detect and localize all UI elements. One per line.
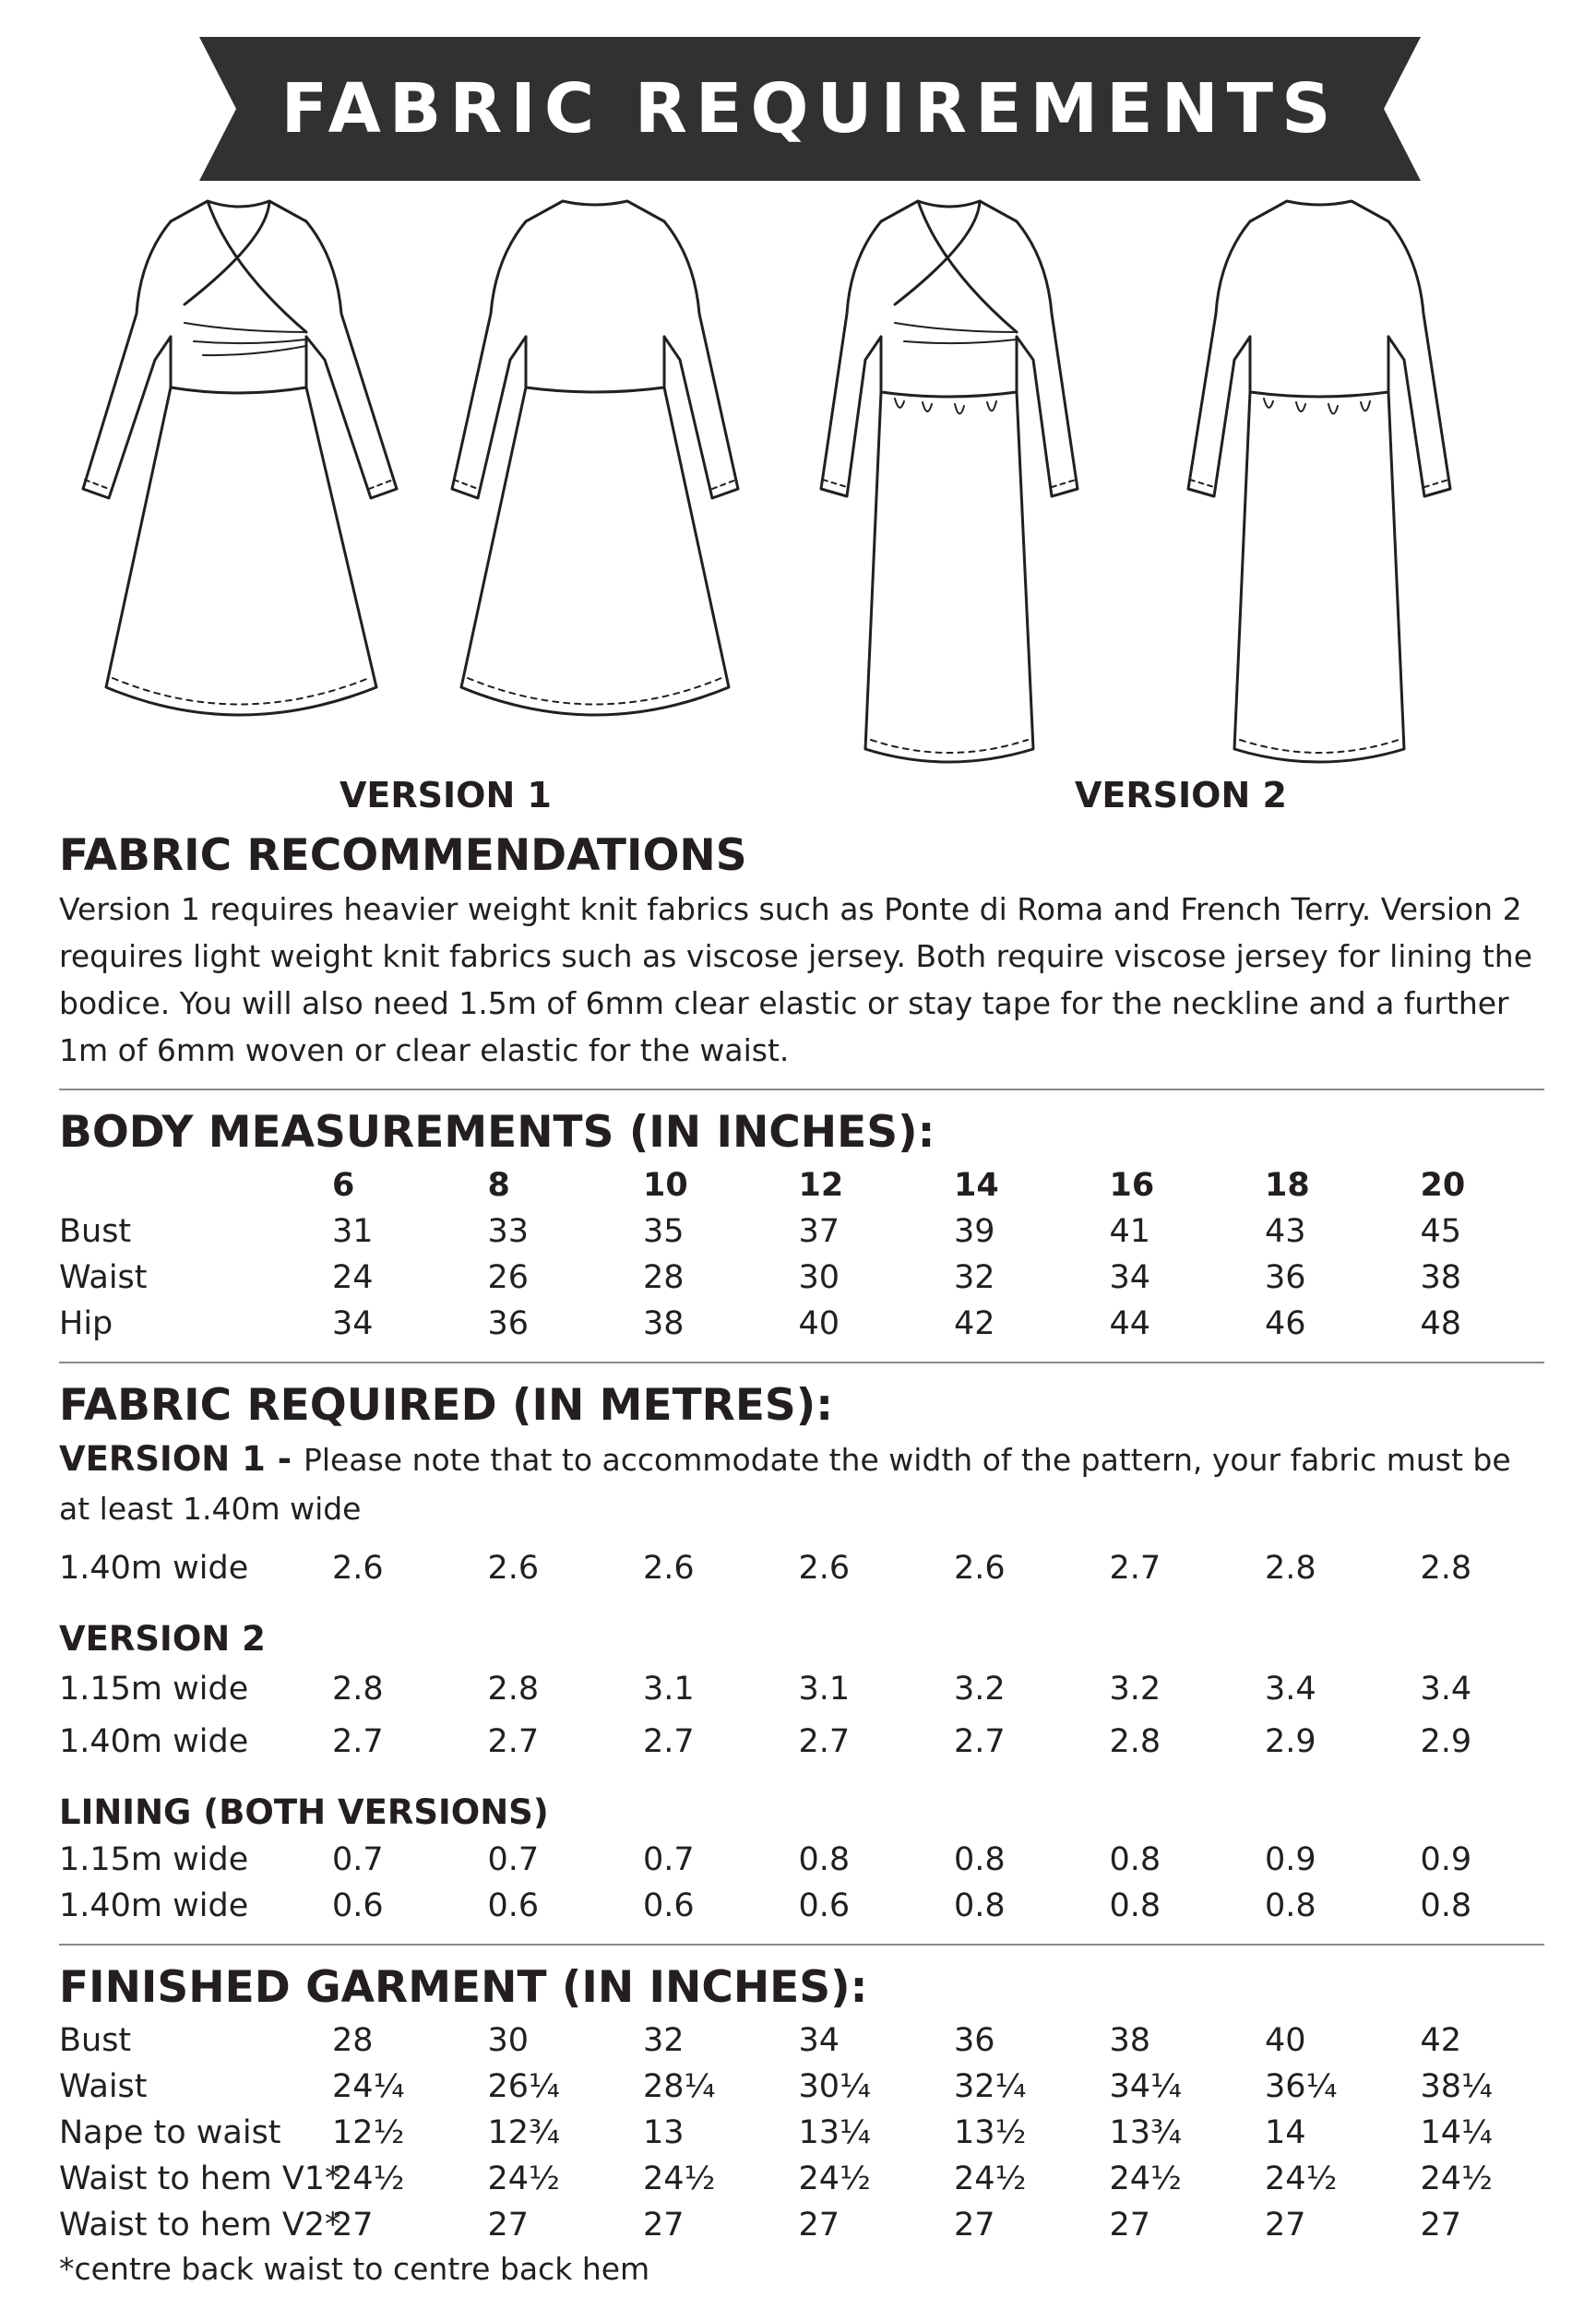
table-cell: 24½ (487, 2160, 560, 2197)
version1-width-note: Please note that to accommodate the width of the pattern, your fabric must be at least 1.40m wide (59, 1442, 1511, 1527)
table-cell: 36 (1265, 1259, 1306, 1296)
table-cell: 2.7 (954, 1723, 1006, 1760)
table-cell: 37 (798, 1213, 840, 1250)
table-row (59, 1255, 1544, 1301)
table-cell: 0.6 (643, 1887, 695, 1924)
table-cell: 13½ (954, 2114, 1027, 2151)
table-cell: 38¼ (1420, 2068, 1493, 2105)
table-row (59, 1716, 1544, 1768)
table-cell: 27 (798, 2207, 840, 2243)
table-cell: 2.6 (643, 1550, 695, 1587)
table-cell: 24½ (643, 2160, 716, 2197)
table-cell: 27 (643, 2207, 685, 2243)
size-header-cell: 6 (332, 1167, 355, 1204)
divider (59, 1362, 1544, 1363)
table-cell: 2.6 (954, 1550, 1006, 1587)
table-cell: 0.8 (1109, 1841, 1161, 1878)
table-cell: 0.8 (954, 1841, 1006, 1878)
body-measurements-heading: BODY MEASUREMENTS (IN INCHES): (59, 1107, 935, 1158)
table-row (59, 1542, 1544, 1595)
table-cell: 32 (643, 2022, 685, 2059)
table-cell: 3.1 (643, 1671, 695, 1708)
table-row (59, 2156, 1544, 2202)
table-row (59, 2064, 1544, 2110)
row-label: 1.40m wide (59, 1723, 249, 1760)
table-cell: 0.8 (1420, 1887, 1472, 1924)
table-cell: 0.8 (1109, 1887, 1161, 1924)
version2-front-drawing (821, 201, 1078, 762)
recommendations-text: Version 1 requires heavier weight knit fabrics such as Ponte di Roma and French Terry. Version 2 requires light weight knit fabrics such as viscose jersey. Both require viscose jersey for lining the bodice. You will also need 1.5m of 6mm clear elastic or stay tape for the neckline and a further 1m of 6mm woven or clear elastic for the waist. (59, 891, 1533, 1068)
table-cell: 34¼ (1109, 2068, 1182, 2105)
table-cell: 26 (487, 1259, 530, 1296)
table-cell: 28 (332, 2022, 374, 2059)
table-cell: 42 (1420, 2022, 1462, 2059)
table-cell: 2.8 (1265, 1550, 1316, 1587)
table-cell: 2.8 (332, 1671, 384, 1708)
table-cell: 2.8 (487, 1671, 540, 1708)
divider (59, 1944, 1544, 1946)
recommendations-heading: FABRIC RECOMMENDATIONS (59, 830, 747, 881)
table-cell: 3.2 (1109, 1671, 1161, 1708)
table-cell: 3.1 (798, 1671, 851, 1708)
table-cell: 36 (487, 1305, 530, 1342)
table-cell: 0.9 (1265, 1841, 1316, 1878)
table-cell: 27 (1265, 2207, 1306, 2243)
version1-fabric-title (59, 1435, 1544, 1533)
table-cell: 44 (1109, 1305, 1151, 1342)
table-cell: 36¼ (1265, 2068, 1338, 2105)
table-row (59, 2202, 1544, 2248)
table-cell: 2.7 (643, 1723, 695, 1760)
version1-fabric-label: VERSION 1 - (59, 1439, 304, 1479)
size-header-cell: 8 (487, 1167, 510, 1204)
version1-front-drawing (83, 201, 397, 715)
table-cell: 0.8 (798, 1841, 851, 1878)
table-cell: 34 (798, 2022, 840, 2059)
table-cell: 0.9 (1420, 1841, 1472, 1878)
row-label: Bust (59, 2022, 132, 2059)
table-cell: 34 (332, 1305, 374, 1342)
table-cell: 3.4 (1420, 1671, 1472, 1708)
size-header-cell: 20 (1420, 1167, 1466, 1204)
table-cell: 0.7 (487, 1841, 540, 1878)
table-cell: 27 (332, 2207, 374, 2243)
table-cell: 36 (954, 2022, 995, 2059)
row-label: Waist (59, 1259, 148, 1296)
table-cell: 38 (1420, 1259, 1462, 1296)
table-cell: 3.4 (1265, 1671, 1316, 1708)
row-label: Bust (59, 1213, 132, 1250)
finished-garment-heading: FINISHED GARMENT (IN INCHES): (59, 1962, 868, 2013)
table-cell: 24¼ (332, 2068, 405, 2105)
table-cell: 2.6 (487, 1550, 540, 1587)
table-cell: 32 (954, 1259, 995, 1296)
row-label: Nape to waist (59, 2114, 281, 2151)
table-cell: 45 (1420, 1213, 1462, 1250)
table-cell: 2.6 (332, 1550, 384, 1587)
lining-title: LINING (BOTH VERSIONS) (59, 1792, 549, 1832)
version1-back-drawing (452, 201, 738, 715)
table-cell: 2.7 (332, 1723, 384, 1760)
row-label: 1.40m wide (59, 1887, 249, 1924)
table-cell: 2.8 (1420, 1550, 1472, 1587)
table-cell: 40 (798, 1305, 840, 1342)
table-cell: 0.6 (332, 1887, 384, 1924)
size-header-cell: 12 (798, 1167, 844, 1204)
row-label: 1.15m wide (59, 1671, 249, 1708)
version2-fabric-title: VERSION 2 (59, 1619, 266, 1659)
table-cell: 2.7 (1109, 1550, 1161, 1587)
table-row (59, 1301, 1544, 1347)
table-cell: 33 (487, 1213, 530, 1250)
body-measurements-table (59, 1162, 1544, 1347)
table-row (59, 1663, 1544, 1716)
table-cell: 2.7 (798, 1723, 851, 1760)
size-header-row (59, 1162, 1544, 1208)
table-cell: 14¼ (1420, 2114, 1493, 2151)
table-cell: 12¾ (487, 2114, 560, 2151)
table-cell: 40 (1265, 2022, 1306, 2059)
row-label: Waist (59, 2068, 148, 2105)
size-header-cell: 10 (643, 1167, 688, 1204)
table-cell: 28 (643, 1259, 685, 1296)
page-title: FABRIC REQUIREMENTS (280, 69, 1340, 149)
row-label: Waist to hem V2* (59, 2207, 341, 2243)
fabric-required-heading: FABRIC REQUIRED (IN METRES): (59, 1380, 834, 1431)
table-row (59, 2017, 1544, 2064)
table-cell: 28¼ (643, 2068, 716, 2105)
size-header-cell: 14 (954, 1167, 999, 1204)
table-cell: 34 (1109, 1259, 1151, 1296)
table-cell: 39 (954, 1213, 995, 1250)
version1-label: VERSION 1 (339, 775, 552, 815)
version2-back-drawing (1188, 201, 1450, 762)
dress-illustrations (55, 184, 1541, 784)
main-content (59, 827, 1544, 2291)
table-cell: 24½ (332, 2160, 405, 2197)
table-cell: 30 (487, 2022, 530, 2059)
table-cell: 13¼ (798, 2114, 871, 2151)
table-cell: 3.2 (954, 1671, 1006, 1708)
table-cell: 27 (1109, 2207, 1151, 2243)
table-cell: 24½ (1265, 2160, 1338, 2197)
table-cell: 26¼ (487, 2068, 560, 2105)
table-cell: 0.8 (954, 1887, 1006, 1924)
finished-garment-table (59, 2017, 1544, 2248)
table-cell: 14 (1265, 2114, 1306, 2151)
table-row (59, 2110, 1544, 2156)
table-cell: 27 (487, 2207, 530, 2243)
table-cell: 2.9 (1265, 1723, 1316, 1760)
table-cell: 0.6 (798, 1887, 851, 1924)
table-row (59, 1883, 1544, 1929)
version2-label: VERSION 2 (1075, 775, 1287, 815)
table-cell: 27 (954, 2207, 995, 2243)
row-label: Waist to hem V1* (59, 2160, 341, 2197)
table-cell: 24½ (798, 2160, 871, 2197)
size-header-cell: 16 (1109, 1167, 1155, 1204)
row-label: Hip (59, 1305, 113, 1342)
footnote: *centre back waist to centre back hem (59, 2251, 650, 2287)
table-cell: 38 (1109, 2022, 1151, 2059)
row-label: 1.40m wide (59, 1550, 249, 1587)
divider (59, 1089, 1544, 1090)
table-cell: 13 (643, 2114, 685, 2151)
size-header-cell: 18 (1265, 1167, 1310, 1204)
table-cell: 30 (798, 1259, 840, 1296)
table-cell: 41 (1109, 1213, 1151, 1250)
table-cell: 38 (643, 1305, 685, 1342)
table-cell: 24 (332, 1259, 374, 1296)
table-cell: 2.8 (1109, 1723, 1161, 1760)
table-cell: 0.6 (487, 1887, 540, 1924)
table-cell: 12½ (332, 2114, 405, 2151)
table-cell: 0.7 (332, 1841, 384, 1878)
table-cell: 27 (1420, 2207, 1462, 2243)
table-cell: 30¼ (798, 2068, 871, 2105)
table-cell: 24½ (1420, 2160, 1493, 2197)
table-cell: 2.6 (798, 1550, 851, 1587)
table-cell: 46 (1265, 1305, 1306, 1342)
table-cell: 2.9 (1420, 1723, 1472, 1760)
table-row (59, 1837, 1544, 1883)
table-cell: 43 (1265, 1213, 1306, 1250)
table-row (59, 1208, 1544, 1255)
table-cell: 31 (332, 1213, 374, 1250)
table-cell: 48 (1420, 1305, 1462, 1342)
table-cell: 0.7 (643, 1841, 695, 1878)
row-label: 1.15m wide (59, 1841, 249, 1878)
table-cell: 0.8 (1265, 1887, 1316, 1924)
table-cell: 35 (643, 1213, 685, 1250)
table-cell: 42 (954, 1305, 995, 1342)
table-cell: 24½ (954, 2160, 1027, 2197)
table-cell: 13¾ (1109, 2114, 1182, 2151)
table-cell: 2.7 (487, 1723, 540, 1760)
table-cell: 24½ (1109, 2160, 1182, 2197)
table-cell: 32¼ (954, 2068, 1027, 2105)
